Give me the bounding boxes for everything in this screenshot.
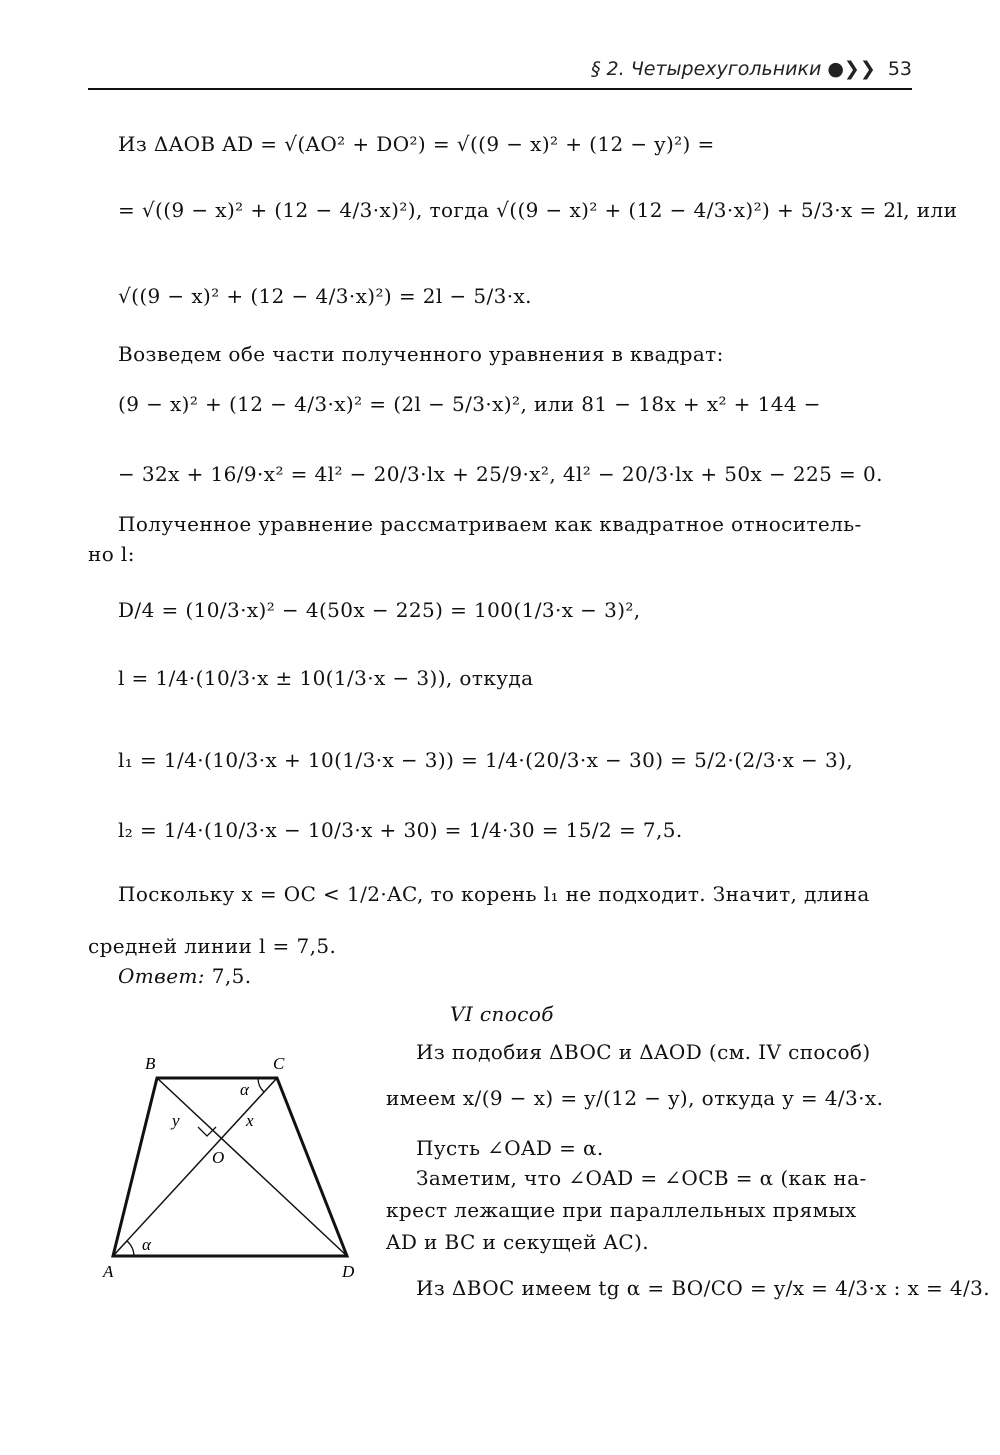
formula-squared: (9 − x)² + (12 − 4/3·x)² = (2l − 5/3·x)², или 81 − 18x + x² + 144 −: [118, 392, 821, 416]
label-alpha-a: α: [142, 1235, 151, 1254]
trapezoid-outline: [113, 1078, 347, 1256]
trapezoid-figure: [95, 1045, 375, 1295]
answer-line: [118, 964, 251, 988]
label-alpha-c: α: [240, 1080, 249, 1099]
label-d: D: [342, 1262, 355, 1281]
formula-discriminant: D/4 = (10/3·x)² − 4(50x − 225) = 100(1/3·x − 3)²,: [118, 598, 641, 622]
label-y: y: [172, 1111, 180, 1130]
note-line-2: крест лежащие при параллельных прямых: [386, 1198, 857, 1222]
label-o: O: [212, 1148, 225, 1167]
formula-l1: l₁ = 1/4·(10/3·x + 10(1/3·x − 3)) = 1/4·(20/3·x − 30) = 5/2·(2/3·x − 3),: [118, 748, 854, 772]
let-angle-line: Пусть ∠OAD = α.: [416, 1136, 604, 1160]
paragraph-square-both-sides: Возведем обе части полученного уравнения в квадрат:: [118, 342, 724, 366]
page-number: 53: [887, 58, 912, 80]
answer-value: 7,5.: [211, 964, 252, 988]
section-title: § 2. Четырехугольники: [591, 58, 822, 80]
tangent-line: Из ΔBOC имеем tg α = BO/CO = y/x = 4/3·x : x = 4/3.: [416, 1276, 991, 1300]
answer-label: Ответ:: [118, 964, 205, 988]
formula-l2: l₂ = 1/4·(10/3·x − 10/3·x + 30) = 1/4·30 = 15/2 = 7,5.: [118, 818, 683, 842]
label-c: C: [273, 1054, 285, 1073]
label-x: x: [246, 1111, 254, 1130]
paragraph-midline-length: средней линии l = 7,5.: [88, 934, 337, 958]
header-marker: ●❯❯: [827, 58, 876, 80]
label-a: A: [103, 1262, 114, 1281]
angle-arc-c: [258, 1078, 264, 1092]
angle-arc-a: [127, 1241, 134, 1256]
note-line-1: Заметим, что ∠OAD = ∠OCB = α (как на-: [416, 1166, 867, 1190]
running-header: [591, 58, 912, 80]
paragraph-quadratic-in-l-cont: но l:: [88, 542, 135, 566]
formula-ad-substituted: = √((9 − x)² + (12 − 4/3·x)²), тогда √((9 − x)² + (12 − 4/3·x)²) + 5/3·x = 2l, или: [118, 198, 958, 222]
similarity-line-1: Из подобия ΔBOC и ΔAOD (см. IV способ): [416, 1040, 871, 1064]
formula-ad-from-aob: Из ΔAOB AD = √(AO² + DO²) = √((9 − x)² + (12 − y)²) =: [118, 132, 715, 156]
formula-expanded: − 32x + 16/9·x² = 4l² − 20/3·lx + 25/9·x², 4l² − 20/3·lx + 50x − 225 = 0.: [118, 462, 883, 486]
label-b: B: [145, 1054, 156, 1073]
formula-root-equation: √((9 − x)² + (12 − 4/3·x)²) = 2l − 5/3·x.: [118, 284, 532, 308]
method-title: VI способ: [450, 1002, 554, 1026]
similarity-line-2: имеем x/(9 − x) = y/(12 − y), откуда y = 4/3·x.: [386, 1086, 884, 1110]
note-line-3: AD и BC и секущей AC).: [386, 1230, 650, 1254]
header-rule: [88, 88, 912, 90]
paragraph-quadratic-in-l: Полученное уравнение рассматриваем как квадратное относитель-: [118, 512, 862, 536]
paragraph-root-check: Поскольку x = OC < 1/2·AC, то корень l₁ не подходит. Значит, длина: [118, 882, 870, 906]
formula-l-roots: l = 1/4·(10/3·x ± 10(1/3·x − 3)), откуда: [118, 666, 534, 690]
